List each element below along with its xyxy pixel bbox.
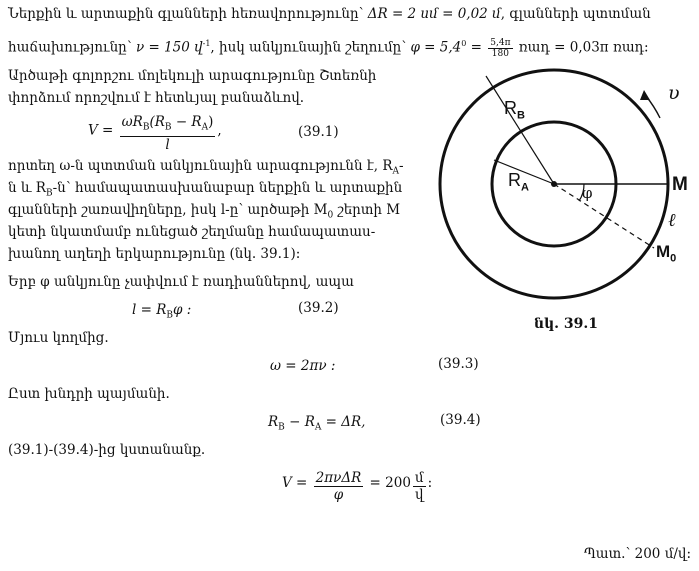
paragraph-4: Մյուս կողմից. xyxy=(8,330,109,346)
paragraph-2-line-5: խանող աղեղի երկարությունը (նկ. 39.1): xyxy=(8,246,301,262)
center-point xyxy=(551,181,557,187)
paragraph-2-line-4: կետի նկատմամբ ունեցած շեղմանը համապատաս- xyxy=(8,224,376,240)
label-m0: $M_0$ xyxy=(656,242,677,265)
rotation-arrowhead-icon xyxy=(640,90,650,100)
equation-39-3-number: (39.3) xyxy=(438,356,479,372)
label-phi: φ xyxy=(582,184,593,202)
dashed-line-to-m0 xyxy=(554,184,654,248)
problem-line-2: հաճախությունը՝ ν = 150 վ$^{-1}$, իսկ անկյունային շեղումը՝ $\varphi = 5,4^0$ = $\frac{5,4\pi}{180}$ ռադ = 0,03π ռադ: xyxy=(8,37,649,59)
label-rb: $R_B$ xyxy=(504,98,525,122)
equation-39-3: ω = 2πν : xyxy=(270,358,336,374)
label-m: M xyxy=(672,174,688,195)
label-arc-l: ℓ xyxy=(668,210,676,231)
paragraph-1-line-1: Արծաթի գոլորշու մոլեկուլի արագությունը Շտեռնի xyxy=(8,68,377,84)
paragraph-5: Ըստ խնդրի պայմանի. xyxy=(8,386,170,402)
paragraph-2-line-2: ն և $R_B-ն՝$ համապատասխանաբար ներքին և արտաքին xyxy=(8,180,403,199)
problem-line-1: Ներքին և արտաքին գլանների հեռավորությունը՝ ΔR = 2 սմ = 0,02 մ, գլանների պտտման xyxy=(8,6,651,22)
label-velocity: υ xyxy=(668,82,680,104)
paragraph-2-line-1: որտեղ ω-ն պտտման անկյունային արագությունն է, $R_A-$ xyxy=(8,158,404,177)
answer: Պատ.՝ 200 մ/վ: xyxy=(583,546,691,562)
equation-39-1: V = $\frac{\omega R_B(R_B - R_A)}{l}$ , xyxy=(88,114,222,153)
equation-39-4-number: (39.4) xyxy=(440,412,481,428)
paragraph-1-line-2: փորձում որոշվում է հետևյալ բանաձևով. xyxy=(8,90,305,106)
paragraph-3: Երբ φ անկյունը չափվում է ռադիաններով, ապա xyxy=(8,274,354,290)
equation-final: V = $\frac{\text{2πνΔR}}{\varphi}$ = 200 $\frac{\text{մ}}{\text{վ}}$ : xyxy=(282,470,433,503)
label-ra: $R_A$ xyxy=(508,170,529,194)
paragraph-6: (39.1)-(39.4)-ից կստանանք. xyxy=(8,442,206,458)
figure-39-1 xyxy=(428,66,699,316)
equation-39-1-number: (39.1) xyxy=(298,124,339,140)
figure-caption: նկ. 39.1 xyxy=(534,316,598,332)
radius-rb-line xyxy=(486,76,554,184)
equation-39-4: $R_B - R_A = \Delta R$, xyxy=(268,414,366,433)
angle-fraction: $\frac{5,4\pi}{180}$ xyxy=(490,37,511,59)
paragraph-2-line-3: գլանների շառավիղները, իսկ l-ը՝ արծաթի $M_0$ շերտի M xyxy=(8,202,401,221)
equation-39-2: $l = R_B\varphi$ : xyxy=(132,302,192,321)
equation-39-2-number: (39.2) xyxy=(298,300,339,316)
